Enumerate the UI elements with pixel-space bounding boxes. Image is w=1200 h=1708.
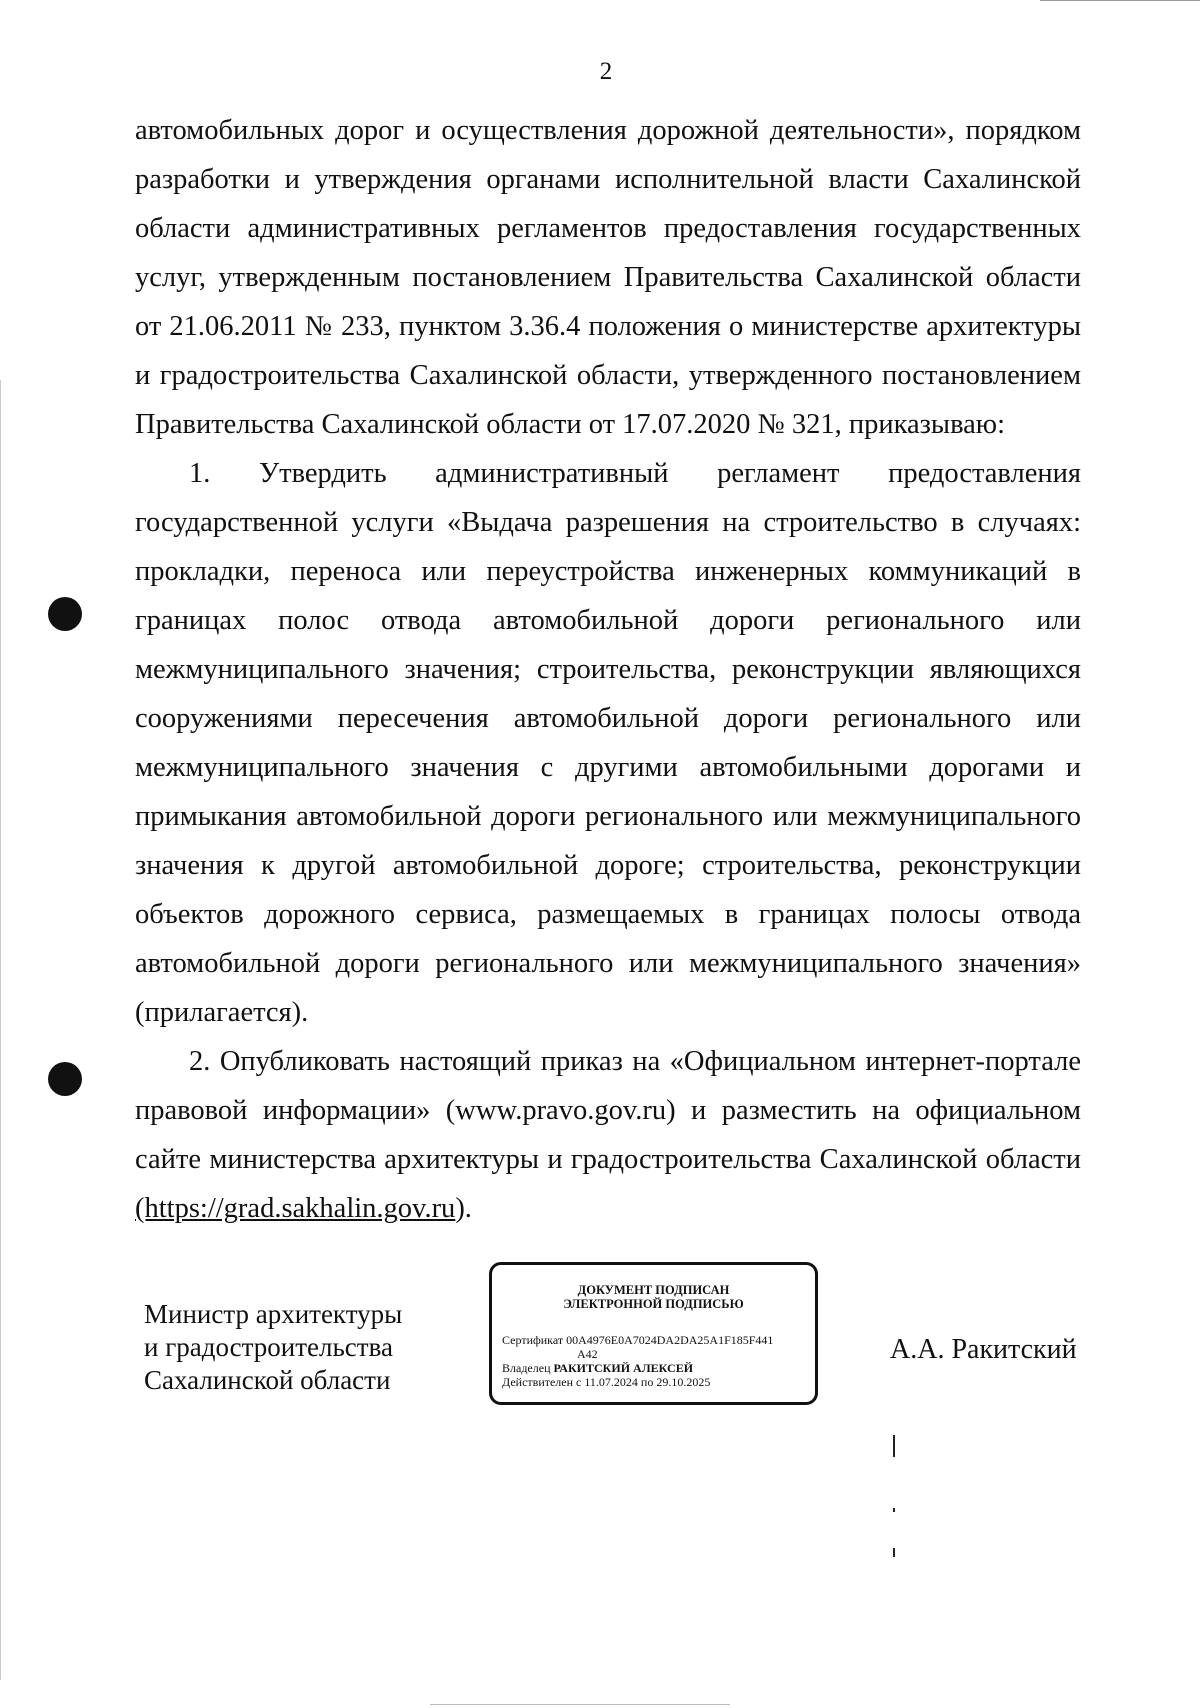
stamp-title-line-1: ДОКУМЕНТ ПОДПИСАН <box>577 1283 730 1297</box>
paragraph-item-2 <box>135 1037 1081 1233</box>
paragraph-preamble: автомобильных дорог и осуществления дорожной деятельности», порядком разработки и утверждения органами исполнительной власти Сахалинской области административных регламентов предоставления государственных услуг, утвержденным постановлением Правительства Сахалинской области от 21.06.2011 № 233, пунктом 3.36.4 положения о министерстве архитектуры и градостроительства Сахалинской области, утвержденного постановлением Правительства Сахалинской области от 17.07.2020 № 321, приказываю: <box>135 115 1081 440</box>
electronic-signature-stamp <box>489 1262 818 1405</box>
ministry-site-link[interactable]: (https://grad.sakhalin.gov.ru <box>135 1193 456 1224</box>
scan-edge-top <box>1040 0 1200 1</box>
scan-mark-3 <box>893 1548 895 1557</box>
paragraph-item-2-end: ). <box>455 1193 472 1224</box>
scan-mark-2 <box>893 1508 895 1512</box>
scan-edge-bottom <box>430 1704 730 1705</box>
stamp-certificate: Сертификат 00A4976E0A7024DA2DA25A1F185F441 <box>502 1333 774 1347</box>
stamp-owner <box>492 1361 815 1375</box>
stamp-validity: Действителен с 11.07.2024 по 29.10.2025 <box>502 1375 711 1389</box>
document-body <box>135 106 1081 1233</box>
paragraph-item-1: 1. Утвердить административный регламент предоставления государственной услуги «Выдача разрешения на строительство в случаях: прокладки, переноса или переустройства инженерных коммуникаций в границах полос отвода автомобильной дороги регионального или межмуниципального значения; строительства, реконструкции являющихся сооружениями пересечения автомобильной дороги регионального или межмуниципального значения с другими автомобильными дорогами и примыкания автомобильной дороги регионального или межмуниципального значения к другой автомобильной дороге; строительства, реконструкции объектов дорожного сервиса, размещаемых в границах полосы отвода автомобильной дороги регионального или межмуниципального значения» (прилагается). <box>135 458 1081 1028</box>
signatory-position-line-3: Сахалинской области <box>144 1365 391 1395</box>
page-number: 2 <box>599 58 613 85</box>
punch-hole-top <box>48 597 82 631</box>
punch-hole-bottom <box>48 1062 82 1096</box>
signatory-position-line-2: и градостроительства <box>144 1332 393 1362</box>
stamp-title-line-2: ЭЛЕКТРОННОЙ ПОДПИСЬЮ <box>563 1297 744 1311</box>
stamp-certificate-tail: A42 <box>577 1347 598 1361</box>
stamp-owner-name: РАКИТСКИЙ АЛЕКСЕЙ <box>553 1361 694 1375</box>
paragraph-item-2-text: 2. Опубликовать настоящий приказ на «Официальном интернет-портале правовой информации» (www.pravo.gov.ru) и разместить на официальном сайте министерства архитектуры и градостроительства Сахалинской области <box>135 1046 1081 1175</box>
signatory-position-line-1: Министр архитектуры <box>144 1299 403 1329</box>
scan-mark-1 <box>893 1435 895 1457</box>
stamp-owner-label: Владелец <box>502 1361 551 1375</box>
signatory-position <box>144 1298 402 1397</box>
signer-name: А.А. Ракитский <box>890 1334 1077 1365</box>
scan-edge-left <box>0 380 1 1680</box>
